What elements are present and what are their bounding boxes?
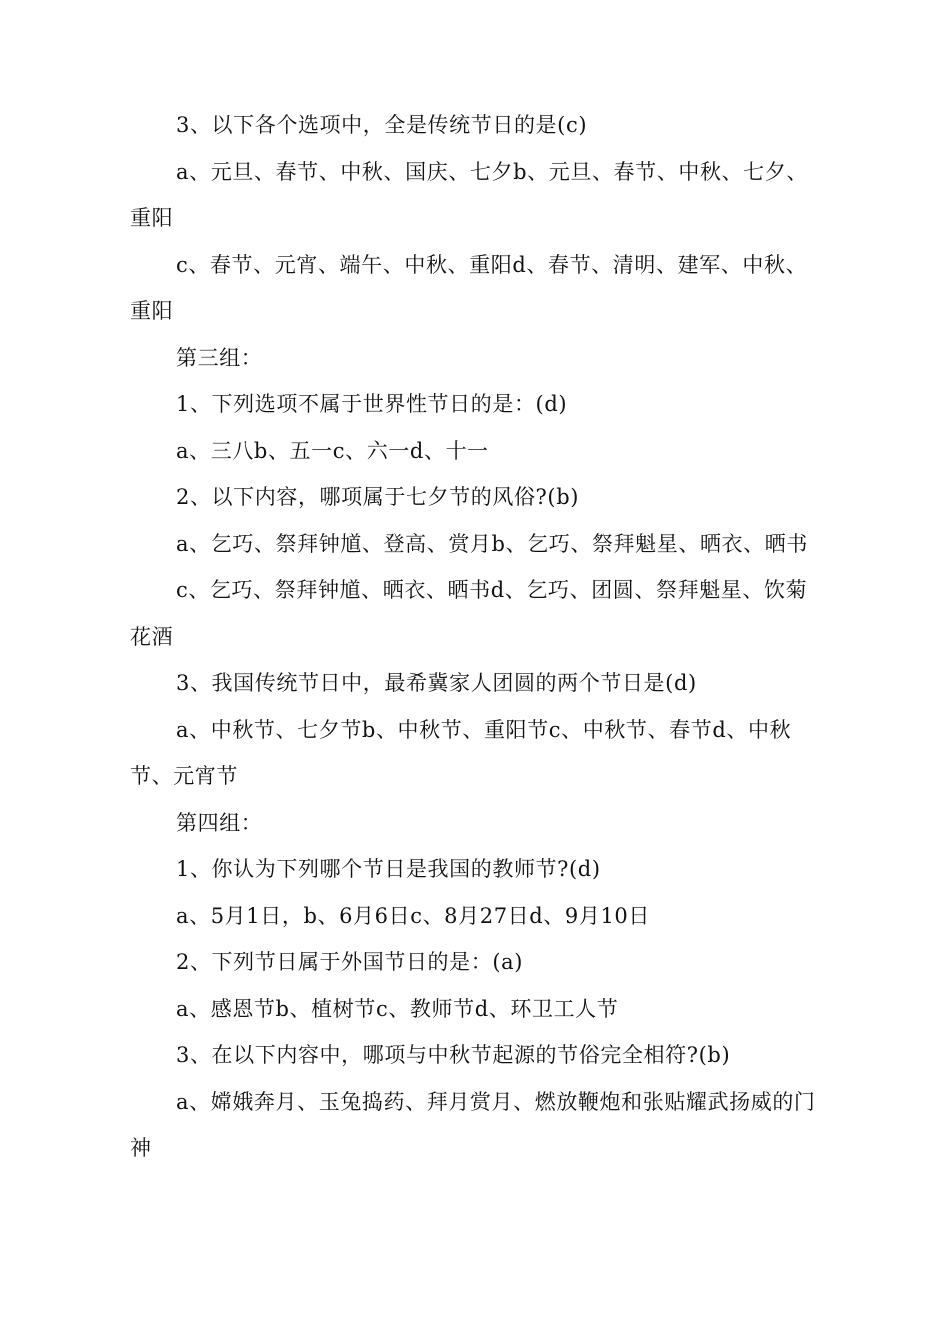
group-4-question-1-options: a、5月1日，b、6月6日c、8月27日d、9月10日	[176, 903, 650, 928]
group-3-question-3-stem: 3、我国传统节日中，最希冀家人团圆的两个节日是(d)	[176, 671, 697, 695]
group-4-question-2-options: a、感恩节b、植树节c、教师节d、环卫工人节	[176, 996, 619, 1021]
group-4-question-3-option-a: a、嫦娥奔月、玉兔捣药、拜月赏月、燃放鞭炮和张贴耀武扬威的门神	[130, 1089, 816, 1160]
group-3-question-2-options-ab: a、乞巧、祭拜钟馗、登高、赏月b、乞巧、祭拜魁星、晒衣、晒书	[176, 531, 808, 556]
document-body	[130, 102, 820, 1172]
group-4-question-2-stem: 2、下列节日属于外国节日的是：(a)	[176, 950, 524, 974]
group-3-heading: 第三组：	[176, 345, 263, 370]
group-3-question-2-options-cd: c、乞巧、祭拜钟馗、晒衣、晒书d、乞巧、团圆、祭拜魁星、饮菊花酒	[130, 578, 808, 649]
group-4-heading: 第四组：	[176, 810, 263, 835]
group-4-question-3-stem: 3、在以下内容中，哪项与中秋节起源的节俗完全相符?(b)	[176, 1043, 731, 1067]
question-3-options-cd: c、春节、元宵、端午、中秋、重阳d、春节、清明、建军、中秋、重阳	[130, 252, 808, 323]
group-3-question-2-stem: 2、以下内容，哪项属于七夕节的风俗?(b)	[176, 485, 580, 509]
group-4-question-1-stem: 1、你认为下列哪个节日是我国的教师节?(d)	[176, 857, 601, 881]
question-3-stem: 3、以下各个选项中，全是传统节日的是(c)	[176, 113, 588, 137]
group-3-question-1-stem: 1、下列选项不属于世界性节日的是：(d)	[176, 392, 568, 416]
group-3-question-1-options: a、三八b、五一c、六一d、十一	[176, 438, 489, 463]
question-3-options-ab: a、元旦、春节、中秋、国庆、七夕b、元旦、春节、中秋、七夕、重阳	[130, 159, 808, 230]
group-3-question-3-options: a、中秋节、七夕节b、中秋节、重阳节c、中秋节、春节d、中秋节、元宵节	[130, 717, 792, 788]
